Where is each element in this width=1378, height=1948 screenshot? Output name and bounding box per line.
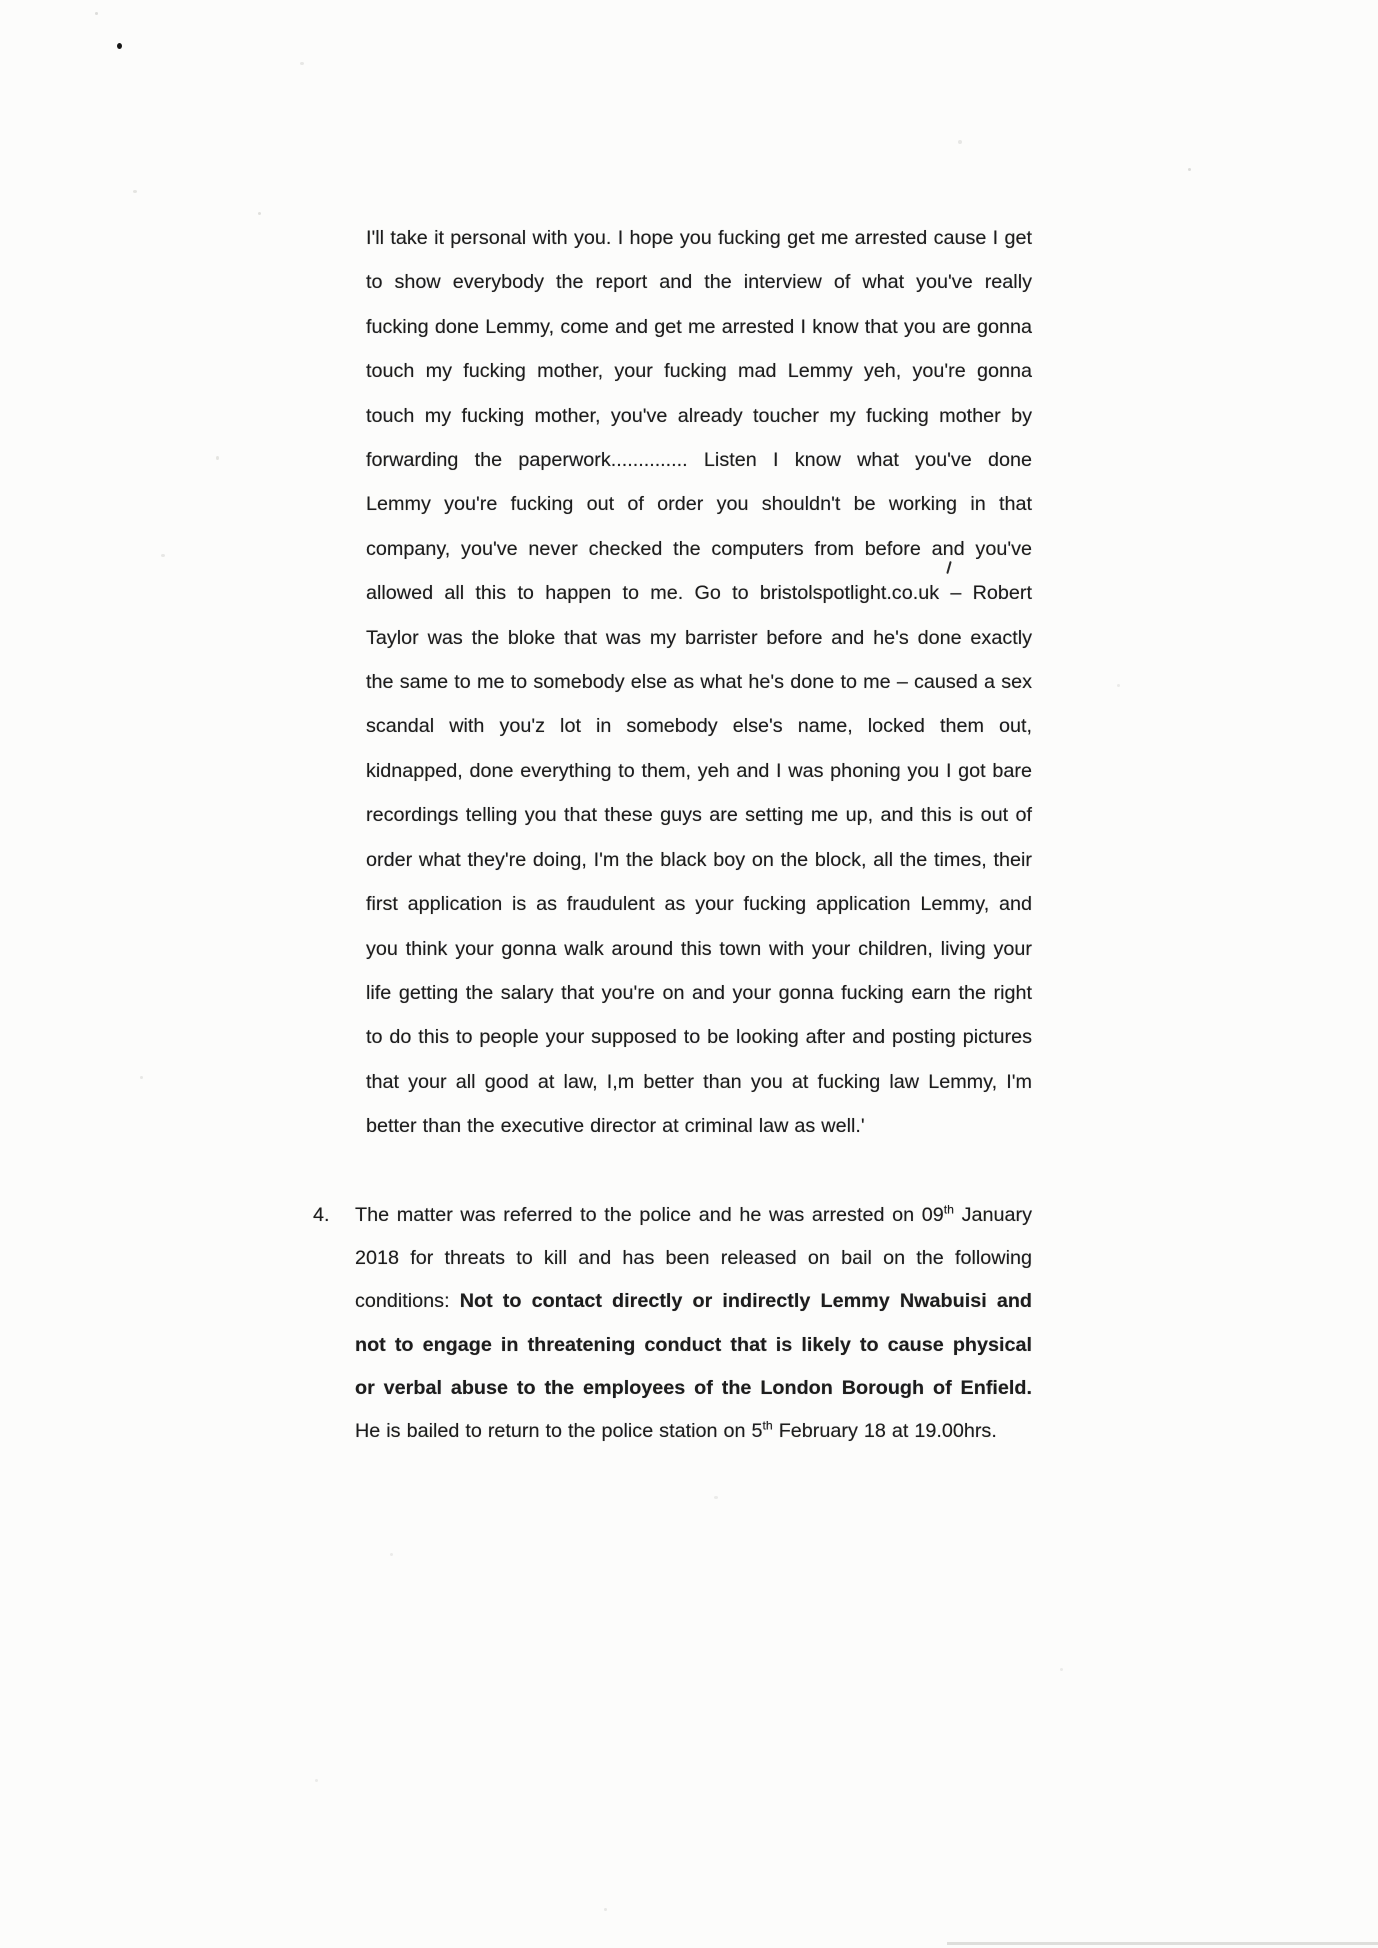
text-segment: scandal with you'z lot in somebody else's name, locked them out, (366, 715, 1032, 738)
text-segment: to show everybody the report and the interview of what you've really (366, 271, 1032, 294)
text-segment: Lemmy you're fucking out of order you shouldn't be working in that (366, 493, 1032, 516)
text-line (366, 260, 1032, 304)
scan-speck (1188, 168, 1191, 171)
text-segment: Not to contact directly or indirectly Lemmy Nwabuisi and (459, 1290, 1032, 1313)
scan-speck (140, 1076, 143, 1079)
text-segment: I'll take it personal with you. I hope you fucking get me arrested cause I get (366, 227, 1032, 249)
scan-speck (714, 1496, 718, 1499)
text-segment: fucking done Lemmy, come and get me arrested I know that you are gonna (366, 315, 1032, 338)
text-line (366, 882, 1032, 926)
scan-speck (604, 1908, 607, 1911)
text-line (366, 838, 1032, 882)
scan-speck (161, 554, 165, 557)
paragraph-number: 4. (313, 1204, 330, 1226)
text-segment: better than the executive director at criminal law as well.' (366, 1115, 865, 1138)
text-line (355, 1237, 1032, 1280)
text-segment: you think your gonna walk around this town with your children, living your (366, 937, 1032, 960)
text-line (366, 704, 1032, 748)
text-line (366, 660, 1032, 704)
text-segment: th (943, 1202, 954, 1217)
text-line (366, 616, 1032, 660)
scan-speck (390, 1553, 393, 1556)
text-line (366, 571, 1032, 615)
text-line (366, 1104, 1032, 1148)
text-line (355, 1194, 1032, 1237)
text-segment: allowed all this to happen to me. Go to bristolspotlight.co.uk – Robert (366, 582, 1032, 605)
text-segment: touch my fucking mother, you've already toucher my fucking mother by (366, 404, 1032, 427)
scan-speck (258, 212, 261, 215)
text-line (366, 1015, 1032, 1059)
text-segment: He is bailed to return to the police station on 5 (355, 1420, 763, 1443)
text-line (366, 927, 1032, 971)
scan-speck (1060, 1668, 1063, 1671)
text-segment: that your all good at law, I,m better than you at fucking law Lemmy, I'm (366, 1070, 1032, 1093)
text-line (366, 394, 1032, 438)
quoted-statement-block (366, 216, 1032, 1149)
text-line (366, 216, 1032, 260)
text-segment: not to engage in threatening conduct that is likely to cause physical (355, 1333, 1032, 1356)
text-segment: Taylor was the bloke that was my barrister before and he's done exactly (366, 626, 1032, 649)
text-segment: company, you've never checked the computers from before and you've (366, 537, 1032, 560)
text-line (355, 1410, 1032, 1453)
text-segment: order what they're doing, I'm the black boy on the block, all the times, their (366, 848, 1032, 871)
text-segment: forwarding the paperwork.............. Listen I know what you've done (366, 449, 1032, 472)
text-segment: th (762, 1418, 773, 1433)
text-line (366, 793, 1032, 837)
scan-speck (958, 140, 962, 144)
scan-dot-artifact (117, 43, 122, 49)
text-segment: first application is as fraudulent as your fucking application Lemmy, and (366, 893, 1032, 916)
text-line (366, 971, 1032, 1015)
scan-speck (315, 1779, 318, 1782)
text-segment: or verbal abuse to the employees of the London Borough of Enfield. (355, 1376, 1032, 1399)
text-segment: recordings telling you that these guys are setting me up, and this is out of (366, 804, 1032, 827)
text-segment: January (953, 1204, 1032, 1226)
text-segment: kidnapped, done everything to them, yeh and I was phoning you I got bare (366, 759, 1032, 782)
text-line (366, 305, 1032, 349)
text-segment: 2018 for threats to kill and has been released on bail on the following (355, 1247, 1032, 1270)
text-line (366, 527, 1032, 571)
scan-speck (95, 12, 98, 15)
scan-speck (133, 190, 137, 193)
scan-speck (216, 456, 219, 460)
text-line (355, 1367, 1032, 1410)
text-segment: The matter was referred to the police and he was arrested on 09 (355, 1204, 944, 1226)
text-line (366, 482, 1032, 526)
text-line (366, 349, 1032, 393)
text-segment: touch my fucking mother, your fucking mad Lemmy yeh, you're gonna (366, 360, 1032, 383)
text-line (355, 1324, 1032, 1367)
text-segment: life getting the salary that you're on and your gonna fucking earn the right (366, 981, 1032, 1004)
text-line (366, 749, 1032, 793)
text-segment: conditions: (355, 1290, 460, 1313)
text-segment: to do this to people your supposed to be looking after and posting pictures (366, 1026, 1032, 1049)
scan-speck (300, 62, 304, 65)
scan-bottom-edge-artifact (947, 1942, 1378, 1945)
text-segment: February 18 at 19.00hrs. (772, 1420, 997, 1443)
text-line (366, 438, 1032, 482)
text-segment: the same to me to somebody else as what he's done to me – caused a sex (366, 671, 1032, 694)
text-line (366, 1060, 1032, 1104)
scan-speck (1117, 684, 1120, 687)
paragraph-4-block (355, 1194, 1032, 1453)
text-line (355, 1280, 1032, 1323)
